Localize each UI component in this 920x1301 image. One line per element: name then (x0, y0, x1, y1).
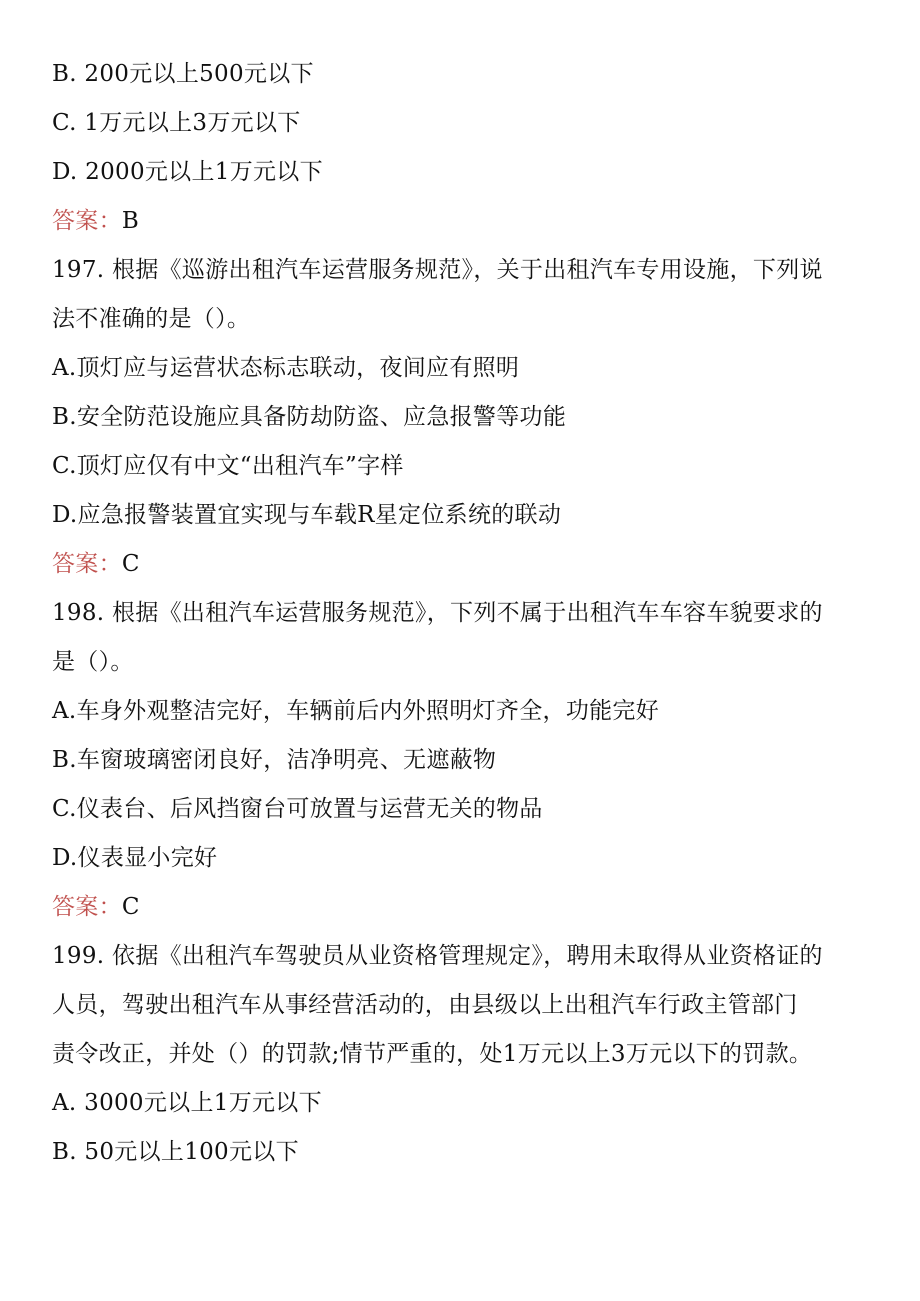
answer-label: 答案： (52, 551, 122, 577)
option-c: C.仪表台、后风挡窗台可放置与运营无关的物品 (52, 796, 543, 822)
answer-label: 答案： (52, 208, 122, 234)
option-a: A.车身外观整洁完好，车辆前后内外照明灯齐全，功能完好 (52, 698, 660, 724)
question-stem-line: 199. 依据《出租汽车驾驶员从业资格管理规定》，聘用未取得从业资格证的 (52, 943, 823, 969)
option-b: B. 200元以上500元以下 (52, 61, 314, 87)
question-197 (52, 246, 872, 589)
answer-line (52, 540, 872, 589)
question-stem-line: 责令改正，并处（）的罚款;情节严重的，处1万元以上3万元以下的罚款。 (52, 1041, 813, 1067)
option-b: B.安全防范设施应具备防劫防盗、应急报警等功能 (52, 404, 567, 430)
question-199 (52, 932, 872, 1177)
answer-line (52, 883, 872, 932)
question-stem-line: 法不准确的是（）。 (52, 306, 251, 332)
option-b: B. 50元以上100元以下 (52, 1139, 299, 1165)
option-c: C.顶灯应仅有中文“出租汽车”字样 (52, 453, 404, 479)
question-stem-line: 198. 根据《出租汽车运营服务规范》，下列不属于出租汽车车容车貌要求的 (52, 600, 823, 626)
question-stem-line: 人员，驾驶出租汽车从事经营活动的，由县级以上出租汽车行政主管部门 (52, 992, 798, 1018)
question-stem-line: 是（）。 (52, 649, 134, 675)
question-198 (52, 589, 872, 932)
document-page (52, 50, 872, 1177)
answer-value: C (121, 551, 140, 577)
answer-value: B (121, 208, 140, 234)
option-a: A. 3000元以上1万元以下 (52, 1090, 322, 1116)
option-d: D.仪表显小完好 (52, 845, 218, 871)
question-stem-line: 197. 根据《巡游出租汽车运营服务规范》，关于出租汽车专用设施，下列说 (52, 257, 823, 283)
option-a: A.顶灯应与运营状态标志联动，夜间应有照明 (52, 355, 520, 381)
answer-value: C (121, 894, 140, 920)
option-d: D. 2000元以上1万元以下 (52, 159, 323, 185)
question-196-tail (52, 50, 872, 246)
answer-line (52, 197, 872, 246)
option-c: C. 1万元以上3万元以下 (52, 110, 301, 136)
answer-label: 答案： (52, 894, 122, 920)
option-b: B.车窗玻璃密闭良好，洁净明亮、无遮蔽物 (52, 747, 497, 773)
option-d: D.应急报警装置宜实现与车载R星定位系统的联动 (52, 502, 562, 528)
